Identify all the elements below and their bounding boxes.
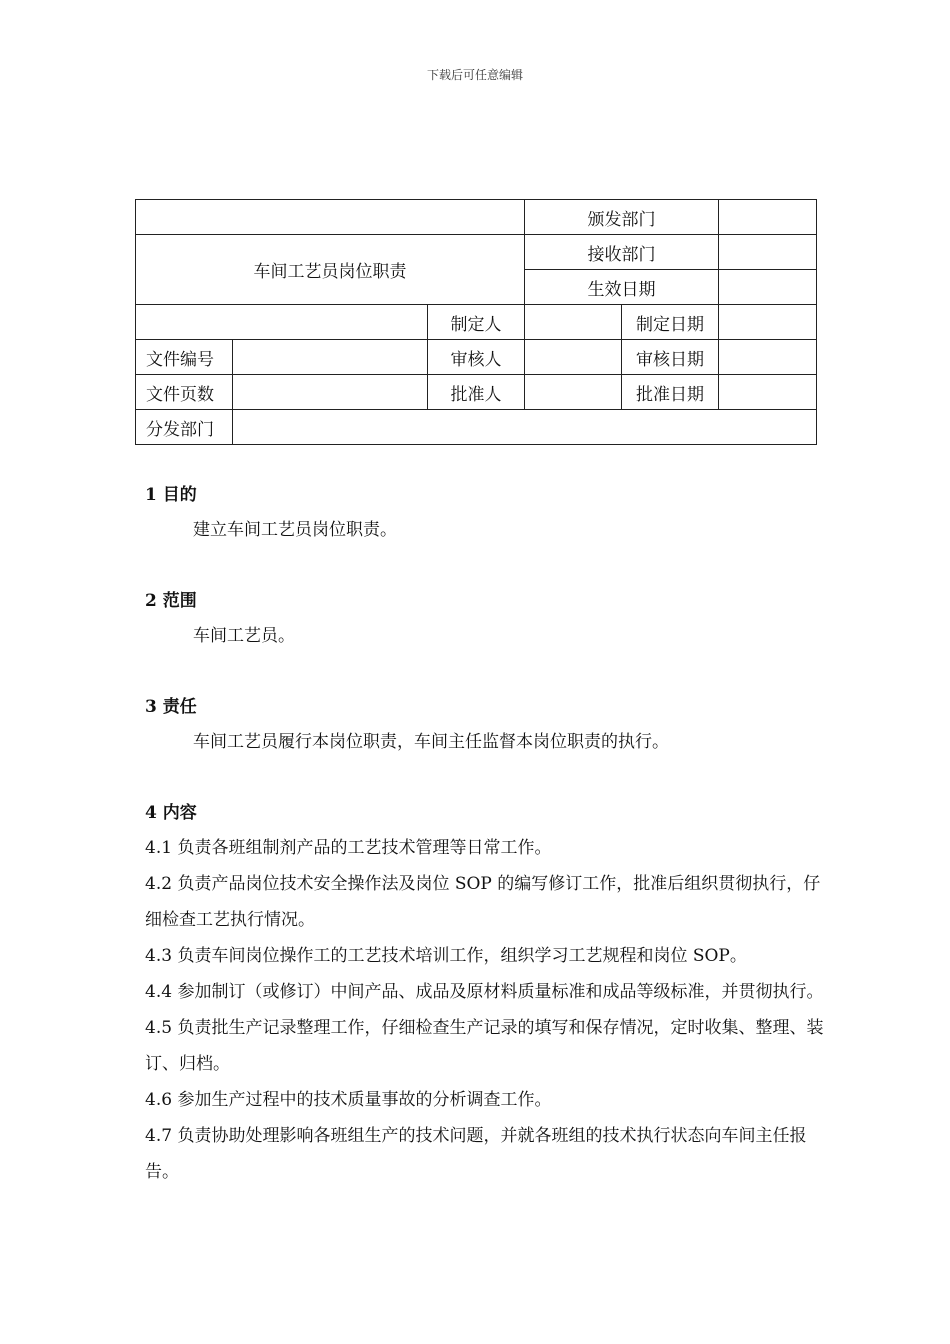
list-item: 4.4 参加制订（或修订）中间产品、成品及原材料质量标准和成品等级标准，并贯彻执行。 (145, 982, 824, 1002)
drafter-value[interactable] (525, 305, 622, 340)
distribution-value[interactable] (233, 410, 817, 445)
section-body-responsibility: 车间工艺员履行本岗位职责，车间主任监督本岗位职责的执行。 (193, 732, 669, 752)
list-item: 4.6 参加生产过程中的技术质量事故的分析调查工作。 (145, 1090, 552, 1110)
list-item: 4.1 负责各班组制剂产品的工艺技术管理等日常工作。 (145, 838, 552, 858)
document-title: 车间工艺员岗位职责 (136, 235, 525, 305)
page-count-value[interactable] (233, 375, 428, 410)
section-title-scope: 2 范围 (145, 591, 197, 611)
receive-dept-value[interactable] (719, 235, 817, 270)
list-item: 4.7 负责协助处理影响各班组生产的技术问题，并就各班组的技术执行状态向车间主任报告。 (145, 1126, 807, 1182)
blank-cell (136, 305, 428, 340)
approver-value[interactable] (525, 375, 622, 410)
effective-date-value[interactable] (719, 270, 817, 305)
effective-date-label: 生效日期 (525, 270, 719, 305)
section-title-content: 4 内容 (145, 803, 197, 823)
section-title-purpose: 1 目的 (145, 485, 197, 505)
list-item: 4.5 负责批生产记录整理工作，仔细检查生产记录的填写和保存情况，定时收集、整理、装订、归档。 (145, 1018, 824, 1074)
reviewer-value[interactable] (525, 340, 622, 375)
approve-date-value[interactable] (719, 375, 817, 410)
drafter-label: 制定人 (428, 305, 525, 340)
list-item: 4.2 负责产品岗位技术安全操作法及岗位 SOP 的编写修订工作，批准后组织贯彻执行，仔细检查工艺执行情况。 (145, 874, 821, 930)
header-note: 下载后可任意编辑 (426, 68, 523, 82)
section-body-purpose: 建立车间工艺员岗位职责。 (193, 520, 397, 540)
issue-dept-label: 颁发部门 (525, 200, 719, 235)
draft-date-value[interactable] (719, 305, 817, 340)
page-count-label: 文件页数 (136, 375, 233, 410)
distribution-label: 分发部门 (136, 410, 233, 445)
document-body (145, 478, 825, 1190)
section-title-responsibility: 3 责任 (145, 697, 197, 717)
list-item: 4.3 负责车间岗位操作工的工艺技术培训工作，组织学习工艺规程和岗位 SOP。 (145, 946, 747, 966)
document-info-table (135, 199, 817, 445)
doc-no-label: 文件编号 (136, 340, 233, 375)
blank-cell (136, 200, 525, 235)
draft-date-label: 制定日期 (622, 305, 719, 340)
approver-label: 批准人 (428, 375, 525, 410)
doc-no-value[interactable] (233, 340, 428, 375)
issue-dept-value[interactable] (719, 200, 817, 235)
reviewer-label: 审核人 (428, 340, 525, 375)
section-body-scope: 车间工艺员。 (193, 626, 295, 646)
review-date-value[interactable] (719, 340, 817, 375)
review-date-label: 审核日期 (622, 340, 719, 375)
approve-date-label: 批准日期 (622, 375, 719, 410)
receive-dept-label: 接收部门 (525, 235, 719, 270)
